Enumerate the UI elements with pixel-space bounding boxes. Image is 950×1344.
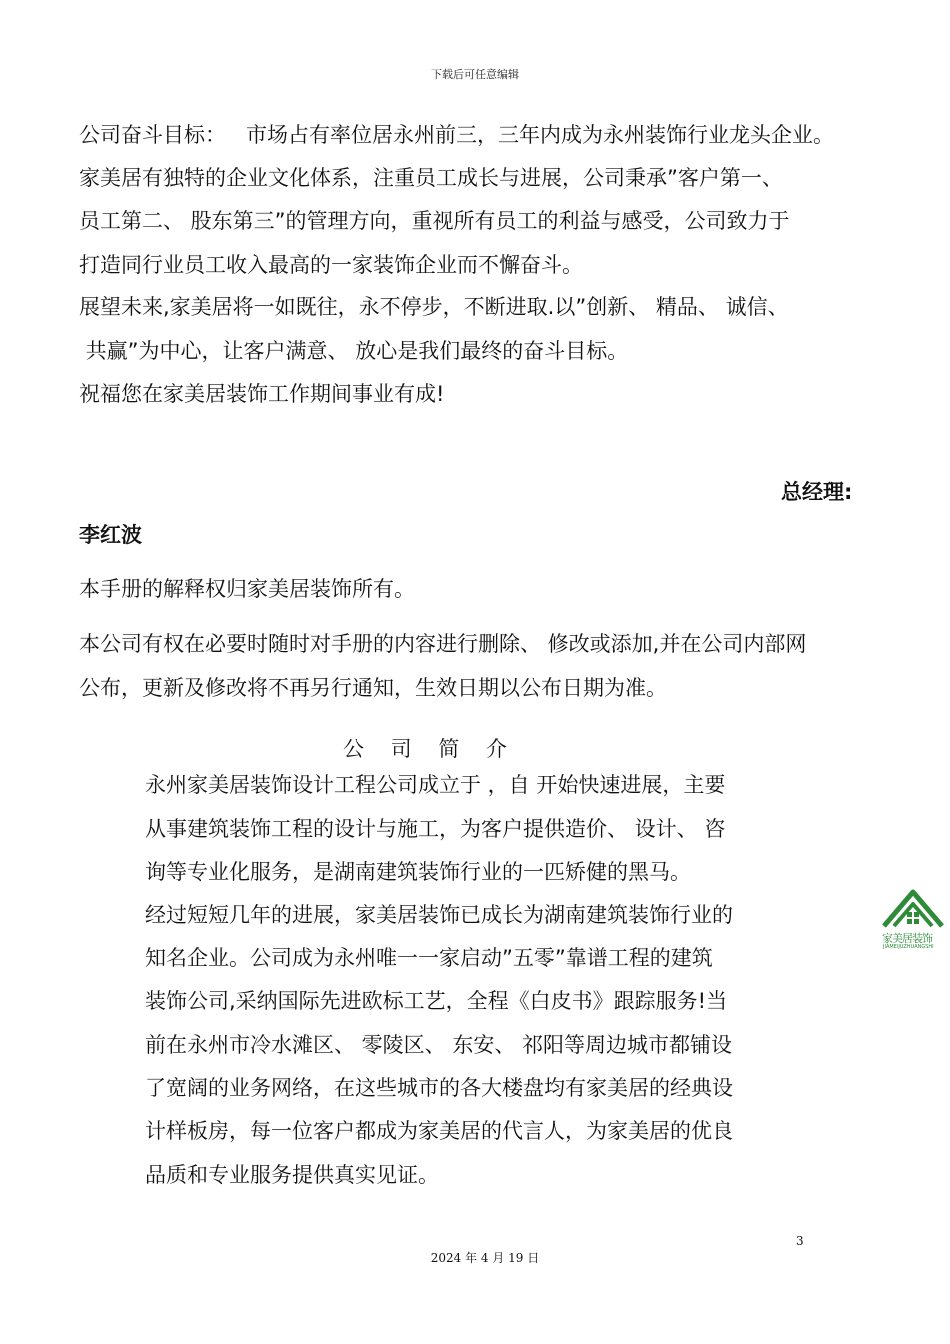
- house-icon: [880, 886, 946, 930]
- intro-line: 前在永州市冷水滩区、 零陵区、 东安、 祁阳等周边城市都铺设: [145, 1033, 733, 1057]
- body-line: 员工第二、 股东第三”的管理方向，重视所有员工的利益与感受，公司致力于: [79, 209, 790, 233]
- header-note: 下载后可任意编辑: [431, 68, 519, 81]
- company-logo: [880, 886, 948, 950]
- intro-line: 了宽阔的业务网络，在这些城市的各大楼盘均有家美居的经典设: [145, 1076, 733, 1100]
- signature-title: 总经理:: [781, 480, 853, 504]
- intro-line: 装饰公司,采纳国际先进欧标工艺，全程《白皮书》跟踪服务!当: [145, 989, 728, 1013]
- section-title: 公 司 简 介: [342, 737, 518, 761]
- intro-line: 询等专业化服务，是湖南建筑装饰行业的一匹矫健的黑马。: [145, 860, 691, 884]
- signature-name: 李红波: [79, 523, 142, 547]
- body-line: 打造同行业员工收入最高的一家装饰企业而不懈奋斗。: [79, 253, 583, 277]
- intro-line: 品质和专业服务提供真实见证。: [145, 1163, 439, 1187]
- intro-line: 从事建筑装饰工程的设计与施工，为客户提供造价、 设计、 咨: [145, 817, 726, 841]
- notice-line: 公布，更新及修改将不再另行通知，生效日期以公布日期为准。: [79, 676, 667, 700]
- body-line: 祝福您在家美居装饰工作期间事业有成!: [79, 382, 445, 406]
- notice-line: 本手册的解释权归家美居装饰所有。: [79, 577, 415, 601]
- intro-line: 永州家美居装饰设计工程公司成立于 ，自 开始快速进展，主要: [145, 773, 726, 797]
- footer-date: 2024 年 4 月 19 日: [430, 1251, 540, 1265]
- page-number: 3: [796, 1234, 804, 1248]
- body-line: 公司奋斗目标： 市场占有率位居永州前三，三年内成为永州装饰行业龙头企业。: [79, 123, 835, 147]
- logo-name: 家美居装饰: [882, 932, 932, 945]
- intro-line: 知名企业。公司成为永州唯一一家启动”五零”靠谱工程的建筑: [145, 946, 713, 970]
- body-line: 展望未来,家美居将一如既往，永不停步，不断进取.以”创新、 精品、 诚信、: [79, 295, 789, 319]
- body-line: 家美居有独特的企业文化体系，注重员工成长与进展，公司秉承”客户第一、: [79, 166, 783, 190]
- logo-subtitle: JIAMEIJUZHUANGSHI: [883, 944, 934, 950]
- intro-line: 计样板房，每一位客户都成为家美居的代言人，为家美居的优良: [145, 1119, 733, 1143]
- body-line: 共赢”为中心，让客户满意、 放心是我们最终的奋斗目标。: [79, 339, 629, 363]
- intro-line: 经过短短几年的进展，家美居装饰已成长为湖南建筑装饰行业的: [145, 903, 733, 927]
- notice-line: 本公司有权在必要时随时对手册的内容进行删除、 修改或添加,并在公司内部网: [79, 632, 807, 656]
